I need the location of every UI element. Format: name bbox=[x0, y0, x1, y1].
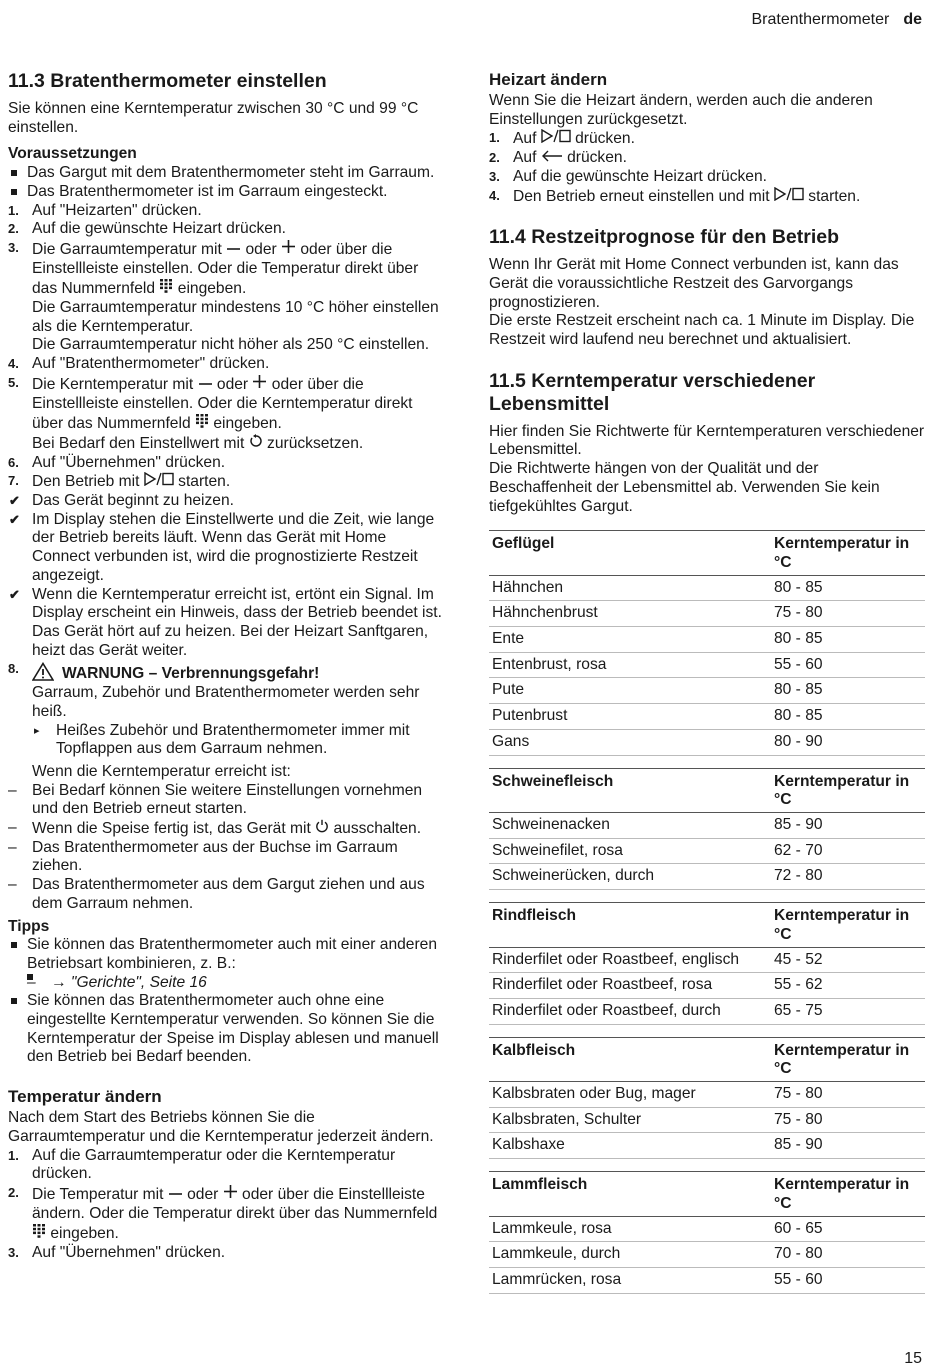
food-cell: Rinderfilet oder Roastbeef, rosa bbox=[489, 973, 771, 999]
food-cell: Kalbshaxe bbox=[489, 1133, 771, 1159]
page-header bbox=[751, 11, 922, 30]
food-cell: Gans bbox=[489, 729, 771, 755]
table-row bbox=[489, 998, 925, 1024]
table-row bbox=[489, 678, 925, 704]
step-1: 1. Auf drücken. bbox=[489, 130, 635, 148]
food-cell: Ente bbox=[489, 627, 771, 653]
table-temperature-header: Kerntemperatur in °C bbox=[771, 1172, 925, 1216]
warning-text: Garraum, Zubehör und Bratenthermometer werden sehr heiß. bbox=[32, 684, 420, 720]
table-row bbox=[489, 1107, 925, 1133]
temperature-cell: 80 - 85 bbox=[771, 627, 925, 653]
core-temperature-table bbox=[489, 530, 925, 755]
step-2: 2. Die Temperatur mit oder oder über die Einstellleiste ändern. Oder die Temperatur direkt über das Nummernfeld eingeben. bbox=[8, 1184, 438, 1243]
temperature-steps bbox=[8, 1147, 445, 1263]
steps-list bbox=[8, 202, 445, 493]
list-item: – Das Bratenthermometer aus der Buchse im Garraum ziehen. bbox=[8, 839, 445, 876]
table-temperature-header: Kerntemperatur in °C bbox=[771, 531, 925, 575]
table-row bbox=[489, 627, 925, 653]
temperature-cell: 85 - 90 bbox=[771, 812, 925, 838]
food-cell: Lammkeule, rosa bbox=[489, 1216, 771, 1242]
step-3: 3. Auf die gewünschte Heizart drücken. bbox=[489, 167, 767, 185]
core-temperature-table bbox=[489, 768, 925, 891]
step-7: 7. Den Betrieb mit starten. bbox=[8, 473, 231, 491]
temperature-cell: 80 - 90 bbox=[771, 729, 925, 755]
food-cell: Lammkeule, durch bbox=[489, 1242, 771, 1268]
result-2: ✔ Im Display stehen die Einstellwerte und die Zeit, wie lange der Betrieb bereits läuft. Wenn das Gerät mit Home Connect verbunden ist, wird die prognostizierte Restzeit angezeigt. bbox=[9, 510, 435, 584]
list-item: – Wenn die Speise fertig ist, das Gerät mit ausschalten. bbox=[8, 819, 445, 839]
table-row bbox=[489, 1267, 925, 1293]
step-2: 2. Auf die gewünschte Heizart drücken. bbox=[8, 220, 286, 238]
section-11-4-p1: Wenn Ihr Gerät mit Home Connect verbunden ist, kann das Gerät die voraussichtliche Restzeit des Garvorgangs prognostizieren. bbox=[489, 256, 899, 311]
core-temperature-table bbox=[489, 1037, 925, 1160]
prerequisites-title: Voraussetzungen bbox=[8, 145, 137, 163]
tip-1: Sie können das Bratenthermometer auch mit einer anderen Betriebsart kombinieren, z. B.: – → "Gerichte", Seite 16 bbox=[8, 936, 445, 992]
step-4: 4. Den Betrieb erneut einstellen und mit starten. bbox=[489, 187, 861, 205]
table-category-header: Lammfleisch bbox=[489, 1172, 771, 1216]
section-11-4-p2: Die erste Restzeit erscheint nach ca. 1 Minute im Display. Die Restzeit wird laufend neu berechnet und aktualisiert. bbox=[489, 312, 915, 349]
food-cell: Rinderfilet oder Roastbeef, durch bbox=[489, 998, 771, 1024]
start-stop-icon bbox=[144, 472, 174, 486]
table-row bbox=[489, 704, 925, 730]
temperature-cell: 85 - 90 bbox=[771, 1133, 925, 1159]
start-stop-icon bbox=[541, 129, 571, 143]
step-4: 4. Auf "Bratenthermometer" drücken. bbox=[8, 355, 270, 373]
table-row bbox=[489, 1082, 925, 1108]
step-1: 1. Auf die Garraumtemperatur oder die Kerntemperatur drücken. bbox=[8, 1146, 396, 1183]
result-3: ✔ Wenn die Kerntemperatur erreicht ist, ertönt ein Signal. Im Display erscheint ein Hinweis, dass der Betrieb beendet ist. Das Gerät hört auf zu heizen. Bei der Heizart Sanftgaren, heizt das Gerät weiter. bbox=[9, 585, 442, 659]
list-item: Das Bratenthermometer ist im Garraum eingesteckt. bbox=[8, 183, 445, 202]
temperature-cell: 55 - 60 bbox=[771, 1267, 925, 1293]
step-8: 8. WARNUNG – Verbrennungsgefahr! Garraum, Zubehör und Bratenthermometer werden sehr heiß. ▸ Heißes Zubehör und Bratenthermometer immer mit Topflappen aus dem Garraum nehmen. Wenn die Kerntemperatur erreicht ist: bbox=[8, 660, 445, 781]
list-item: – Das Bratenthermometer aus dem Gargut ziehen und aus dem Garraum nehmen. bbox=[8, 876, 445, 913]
warning-action bbox=[32, 722, 445, 759]
table-row bbox=[489, 601, 925, 627]
plus-icon bbox=[223, 1184, 238, 1199]
table-temperature-header: Kerntemperatur in °C bbox=[771, 903, 925, 947]
header-title: Bratenthermometer bbox=[751, 11, 890, 28]
food-cell: Hähnchenbrust bbox=[489, 601, 771, 627]
food-cell: Hähnchen bbox=[489, 575, 771, 601]
temperature-change-title: Temperatur ändern bbox=[8, 1087, 162, 1107]
check-icon: ✔ bbox=[9, 511, 20, 527]
food-cell: Kalbsbraten, Schulter bbox=[489, 1107, 771, 1133]
step-1: 1. Auf "Heizarten" drücken. bbox=[8, 201, 202, 219]
section-11-5-p2: Die Richtwerte hängen von der Qualität und der Beschaffenheit der Lebensmittel ab. Verwenden Sie kein tiefgekühltes Gargut. bbox=[489, 460, 880, 515]
food-cell: Pute bbox=[489, 678, 771, 704]
table-row bbox=[489, 973, 925, 999]
core-temperature-tables bbox=[489, 530, 925, 1293]
minus-icon bbox=[198, 379, 213, 389]
table-row bbox=[489, 838, 925, 864]
core-temperature-table bbox=[489, 1171, 925, 1294]
table-row bbox=[489, 1133, 925, 1159]
table-row bbox=[489, 729, 925, 755]
temperature-cell: 62 - 70 bbox=[771, 838, 925, 864]
tips-title: Tipps bbox=[8, 917, 50, 935]
temperature-cell: 75 - 80 bbox=[771, 1107, 925, 1133]
food-cell: Schweinerücken, durch bbox=[489, 864, 771, 890]
check-icon: ✔ bbox=[9, 493, 20, 509]
table-category-header: Kalbfleisch bbox=[489, 1037, 771, 1081]
temperature-cell: 70 - 80 bbox=[771, 1242, 925, 1268]
food-cell: Putenbrust bbox=[489, 704, 771, 730]
food-cell: Kalbsbraten oder Bug, mager bbox=[489, 1082, 771, 1108]
warning-triangle-icon bbox=[32, 662, 54, 681]
section-11-3-title: 11.3 Bratenthermometer einstellen bbox=[8, 70, 327, 92]
step-2: 2. Auf drücken. bbox=[489, 149, 627, 167]
back-arrow-icon bbox=[541, 150, 563, 162]
table-category-header: Rindfleisch bbox=[489, 903, 771, 947]
step-3: 3. Auf "Übernehmen" drücken. bbox=[8, 1244, 226, 1262]
steps-list-continued bbox=[8, 660, 445, 781]
heating-mode-change-intro: Wenn Sie die Heizart ändern, werden auch die anderen Einstellungen zurückgesetzt. bbox=[489, 92, 873, 128]
minus-icon bbox=[226, 244, 241, 254]
core-temperature-table bbox=[489, 902, 925, 1025]
temperature-cell: 55 - 60 bbox=[771, 652, 925, 678]
reset-icon bbox=[249, 434, 263, 448]
table-temperature-header: Kerntemperatur in °C bbox=[771, 1037, 925, 1081]
check-icon: ✔ bbox=[9, 586, 20, 602]
temperature-cell: 80 - 85 bbox=[771, 678, 925, 704]
page-number: 15 bbox=[904, 1350, 922, 1367]
table-category-header: Schweinefleisch bbox=[489, 768, 771, 812]
table-category-header: Geflügel bbox=[489, 531, 771, 575]
cross-reference-link[interactable]: – → "Gerichte", Seite 16 bbox=[27, 974, 445, 993]
list-item: – Bei Bedarf können Sie weitere Einstellungen vornehmen und den Betrieb erneut starten. bbox=[8, 782, 445, 819]
table-row bbox=[489, 1216, 925, 1242]
results-list bbox=[8, 492, 445, 660]
temperature-cell: 75 - 80 bbox=[771, 1082, 925, 1108]
list-item: ▸ Heißes Zubehör und Bratenthermometer immer mit Topflappen aus dem Garraum nehmen. bbox=[32, 722, 445, 759]
table-temperature-header: Kerntemperatur in °C bbox=[771, 768, 925, 812]
warning-title: WARNUNG – Verbrennungsgefahr! bbox=[62, 665, 320, 683]
food-cell: Schweinefilet, rosa bbox=[489, 838, 771, 864]
left-column bbox=[8, 70, 445, 1263]
tips-list bbox=[8, 936, 445, 1067]
start-stop-icon bbox=[774, 187, 804, 201]
reached-text: Wenn die Kerntemperatur erreicht ist: bbox=[32, 762, 291, 780]
right-column bbox=[489, 70, 925, 1306]
tip-2: Sie können das Bratenthermometer auch ohne eine eingestellte Kerntemperatur verwenden. So können Sie die Kerntemperatur der Speise im Display ablesen und manuell den Betrieb bei Bedarf beenden. bbox=[8, 992, 445, 1067]
temperature-cell: 60 - 65 bbox=[771, 1216, 925, 1242]
plus-icon bbox=[281, 239, 296, 254]
result-1: ✔ Das Gerät beginnt zu heizen. bbox=[9, 492, 234, 510]
power-icon bbox=[315, 819, 329, 833]
minus-icon bbox=[168, 1189, 183, 1199]
keypad-icon bbox=[195, 413, 209, 428]
food-cell: Lammrücken, rosa bbox=[489, 1267, 771, 1293]
list-item: Das Gargut mit dem Bratenthermometer steht im Garraum. bbox=[8, 164, 445, 183]
section-11-5-title: 11.5 Kerntemperatur verschiedener Lebensmittel bbox=[489, 369, 816, 415]
reached-list bbox=[8, 782, 445, 914]
heating-mode-change-title: Heizart ändern bbox=[489, 70, 608, 89]
temperature-cell: 80 - 85 bbox=[771, 704, 925, 730]
food-cell: Entenbrust, rosa bbox=[489, 652, 771, 678]
section-11-5-p1: Hier finden Sie Richtwerte für Kerntemperaturen verschiedener Lebensmittel. bbox=[489, 422, 925, 459]
table-row bbox=[489, 947, 925, 973]
table-row bbox=[489, 1242, 925, 1268]
section-11-4-title: 11.4 Restzeitprognose für den Betrieb bbox=[489, 226, 840, 249]
table-row bbox=[489, 812, 925, 838]
plus-icon bbox=[252, 374, 267, 389]
step-6: 6. Auf "Übernehmen" drücken. bbox=[8, 453, 226, 471]
prerequisites-list bbox=[8, 164, 445, 201]
table-row bbox=[489, 575, 925, 601]
temperature-cell: 72 - 80 bbox=[771, 864, 925, 890]
keypad-icon bbox=[32, 1223, 46, 1238]
heating-mode-steps bbox=[489, 129, 925, 206]
food-cell: Schweinenacken bbox=[489, 812, 771, 838]
temperature-cell: 75 - 80 bbox=[771, 601, 925, 627]
temperature-cell: 45 - 52 bbox=[771, 947, 925, 973]
food-cell: Rinderfilet oder Roastbeef, englisch bbox=[489, 947, 771, 973]
table-row bbox=[489, 652, 925, 678]
table-row bbox=[489, 864, 925, 890]
keypad-icon bbox=[159, 278, 173, 293]
section-11-3-intro: Sie können eine Kerntemperatur zwischen 30 °C und 99 °C einstellen. bbox=[8, 100, 419, 136]
temperature-cell: 80 - 85 bbox=[771, 575, 925, 601]
step-3: 3. Die Garraumtemperatur mit oder oder über die Einstellleiste einstellen. Oder die Temperatur direkt über das Nummernfeld eingeben. Die Garraumtemperatur mindestens 10 °C höher einstellen als die Kerntemperatur. Die Garraumtemperatur nicht höher als 250 °C einstellen. bbox=[8, 239, 439, 354]
temperature-change-intro: Nach dem Start des Betriebs können Sie die Garraumtemperatur und die Kerntemperatur jederzeit ändern. bbox=[8, 1109, 434, 1145]
header-lang: de bbox=[903, 11, 922, 28]
step-5: 5. Die Kerntemperatur mit oder oder über die Einstellleiste einstellen. Oder die Kerntemperatur direkt über das Nummernfeld eingeben. Bei Bedarf den Einstellwert mit zurücksetzen. bbox=[8, 374, 413, 452]
temperature-cell: 65 - 75 bbox=[771, 998, 925, 1024]
temperature-cell: 55 - 62 bbox=[771, 973, 925, 999]
